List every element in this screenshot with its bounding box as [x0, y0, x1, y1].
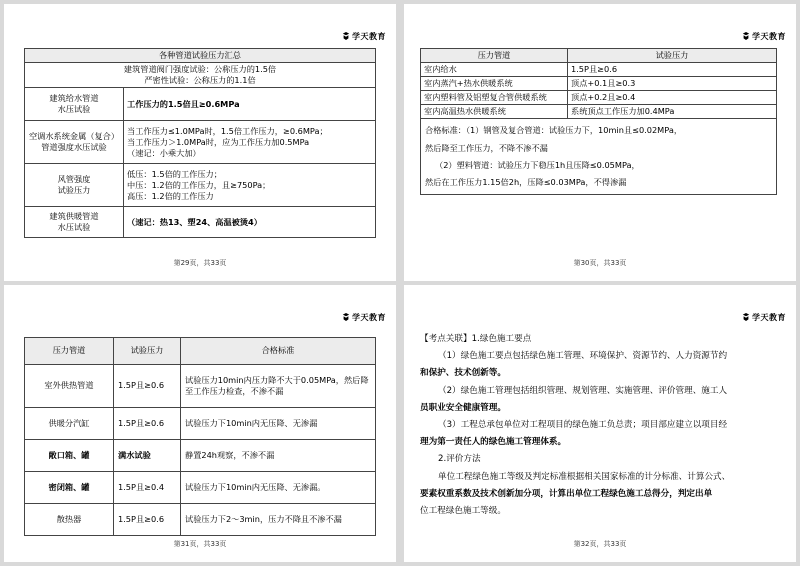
- paragraph-line: 位工程绿色施工等级。: [420, 506, 506, 517]
- row-name: 水压试验: [57, 104, 91, 115]
- table-cell: 系统顶点工作压力加0.4MPa: [568, 105, 777, 119]
- paragraph-line: （2）绿色施工管理包括组织管理、规划管理、实施管理、评价管理、施工人: [438, 385, 728, 396]
- table-cell: 散热器: [25, 504, 114, 536]
- table-row: [25, 88, 376, 121]
- table-cell: 室内蒸汽+热水供暖系统: [421, 77, 568, 91]
- note-line: 然后在工作压力1.15倍2h，压降≤0.03MPa，不得渗漏: [425, 176, 627, 187]
- equipment-pressure-table: [24, 337, 376, 536]
- brand-name: 学天教育: [352, 32, 386, 41]
- brand-name: 学天教育: [752, 313, 786, 322]
- table-cell: 室内高温热水供暖系统: [421, 105, 568, 119]
- table-cell: 试验压力10min内压力降不大于0.05MPa，然后降至工作压力检查，不渗不漏: [181, 365, 376, 408]
- table-cell: 1.5P且≥0.6: [114, 365, 181, 408]
- brand-logo-icon: [342, 313, 350, 321]
- table-title: 各种管道试验压力汇总: [25, 49, 376, 63]
- column-header: 合格标准: [181, 338, 376, 365]
- table-cell: 1.5P且≥0.6: [568, 63, 777, 77]
- table-cell: 室内塑料管及铝塑复合管供暖系统: [421, 91, 568, 105]
- note-line: 合格标准：（1）钢管及复合管道：试验压力下，10min且≤0.02MPa，: [425, 125, 683, 136]
- section-heading: 【考点关联】1.绿色施工要点: [420, 334, 532, 344]
- document-page-31: [4, 285, 396, 562]
- table-row: [421, 105, 777, 119]
- acceptance-notes: [421, 119, 777, 195]
- row-value: 高压：1.2倍的工作压力: [127, 190, 214, 201]
- valve-strength-text: 建筑管道阀门强度试验：公称压力的1.5倍: [123, 64, 277, 75]
- column-header: 试验压力: [568, 49, 777, 63]
- table-row: [25, 408, 376, 440]
- brand-logo-icon: [742, 32, 750, 40]
- page-footer: 第29页，共33页: [173, 259, 227, 267]
- table-cell: 试验压力下2～3min，压力不降且不渗不漏: [181, 504, 376, 536]
- row-value: 低压：1.5倍的工作压力；: [127, 168, 222, 179]
- row-name: 建筑供暖管道: [49, 211, 99, 222]
- green-construction-text: [420, 331, 780, 520]
- row-name: 水压试验: [57, 222, 91, 233]
- note-line: （2）塑料管道：试验压力下稳压1h且压降≤0.05MPa，: [435, 159, 640, 170]
- row-value: （速记：热13、塑24、高温被烫4）: [127, 216, 262, 227]
- page-footer: 第32页，共33页: [573, 540, 627, 548]
- paragraph-line: 理为第一责任人的绿色施工管理体系。: [420, 437, 567, 448]
- table-cell: 供暖分汽缸: [25, 408, 114, 440]
- paragraph-line: （1）绿色施工要点包括绿色施工管理、环境保护、资源节约、人力资源节约: [438, 351, 728, 362]
- brand-logo-icon: [342, 32, 350, 40]
- table-cell: 敞口箱、罐: [25, 440, 114, 472]
- pressure-summary-table: [24, 48, 376, 238]
- table-cell: 1.5P且≥0.6: [114, 408, 181, 440]
- document-page-32: [404, 285, 796, 562]
- row-name: 管道强度水压试验: [41, 142, 107, 153]
- table-row: [25, 207, 376, 238]
- section-heading: 2.评价方法: [438, 454, 481, 465]
- row-value: 当工作压力≤1.0MPa时，1.5倍工作压力，≥0.6MPa；: [127, 125, 328, 136]
- document-page-30: [404, 4, 796, 281]
- table-row: [25, 63, 376, 88]
- table-row: [421, 119, 777, 195]
- row-name: 试验压力: [57, 185, 91, 196]
- table-cell: 静置24h观察，不渗不漏: [181, 440, 376, 472]
- table-row: [421, 91, 777, 105]
- table-cell: 试验压力下10min内无压降、无渗漏: [181, 408, 376, 440]
- column-header: 压力管道: [25, 338, 114, 365]
- table-cell: 试验压力下10min内无压降、无渗漏。: [181, 472, 376, 504]
- page-footer: 第30页，共33页: [573, 259, 627, 267]
- indoor-pressure-table: [420, 48, 777, 195]
- row-value: 当工作压力＞1.0MPa时，应为工作压力加0.5MPa: [127, 136, 310, 147]
- row-value: 工作压力的1.5倍且≥0.6MPa: [127, 98, 240, 109]
- table-cell: 顶点+0.2且≥0.4: [568, 91, 777, 105]
- paragraph-line: （3）工程总承包单位对工程项目的绿色施工负总责；项目部应建立以项目经: [438, 420, 728, 431]
- row-name: 风管强度: [57, 174, 91, 185]
- table-row: [421, 77, 777, 91]
- brand-logo: [342, 31, 386, 42]
- column-header: 压力管道: [421, 49, 568, 63]
- brand-logo-icon: [742, 313, 750, 321]
- paragraph-line: 和保护、技术创新等。: [420, 368, 506, 379]
- row-value: （速记：小乘大加）: [127, 147, 201, 158]
- table-cell: 室内给水: [421, 63, 568, 77]
- note-line: 然后降至工作压力，不降不渗不漏: [425, 142, 548, 153]
- table-row: [25, 440, 376, 472]
- table-cell: 1.5P且≥0.4: [114, 472, 181, 504]
- brand-logo: [342, 312, 386, 323]
- table-row: [25, 365, 376, 408]
- table-row: [25, 504, 376, 536]
- page-footer: 第31页，共33页: [173, 540, 227, 548]
- brand-logo: [742, 31, 786, 42]
- row-name: 建筑给水管道: [49, 93, 99, 104]
- brand-name: 学天教育: [752, 32, 786, 41]
- table-row: [421, 63, 777, 77]
- valve-tightness-text: 严密性试验：公称压力的1.1倍: [144, 75, 256, 86]
- brand-logo: [742, 312, 786, 323]
- paragraph-line: 单位工程绿色施工等级及判定标准根据相关国家标准的计分标准、计算公式、: [438, 471, 731, 482]
- column-header: 试验压力: [114, 338, 181, 365]
- document-page-29: [4, 4, 396, 281]
- table-cell: 密闭箱、罐: [25, 472, 114, 504]
- brand-name: 学天教育: [352, 313, 386, 322]
- table-row: [25, 472, 376, 504]
- table-cell: 1.5P且≥0.6: [114, 504, 181, 536]
- row-value: 中压：1.2倍的工作压力，且≥750Pa；: [127, 179, 271, 190]
- paragraph-line: 要素权重系数及技术创新加分项，计算出单位工程绿色施工总得分，判定出单: [420, 488, 713, 499]
- row-name: 空调水系统金属（复合）: [28, 131, 120, 142]
- table-row: [25, 164, 376, 207]
- table-row: [25, 121, 376, 164]
- paragraph-line: 员职业安全健康管理。: [420, 402, 506, 413]
- table-cell: 满水试验: [114, 440, 181, 472]
- table-cell: 顶点+0.1且≥0.3: [568, 77, 777, 91]
- table-cell: 室外供热管道: [25, 365, 114, 408]
